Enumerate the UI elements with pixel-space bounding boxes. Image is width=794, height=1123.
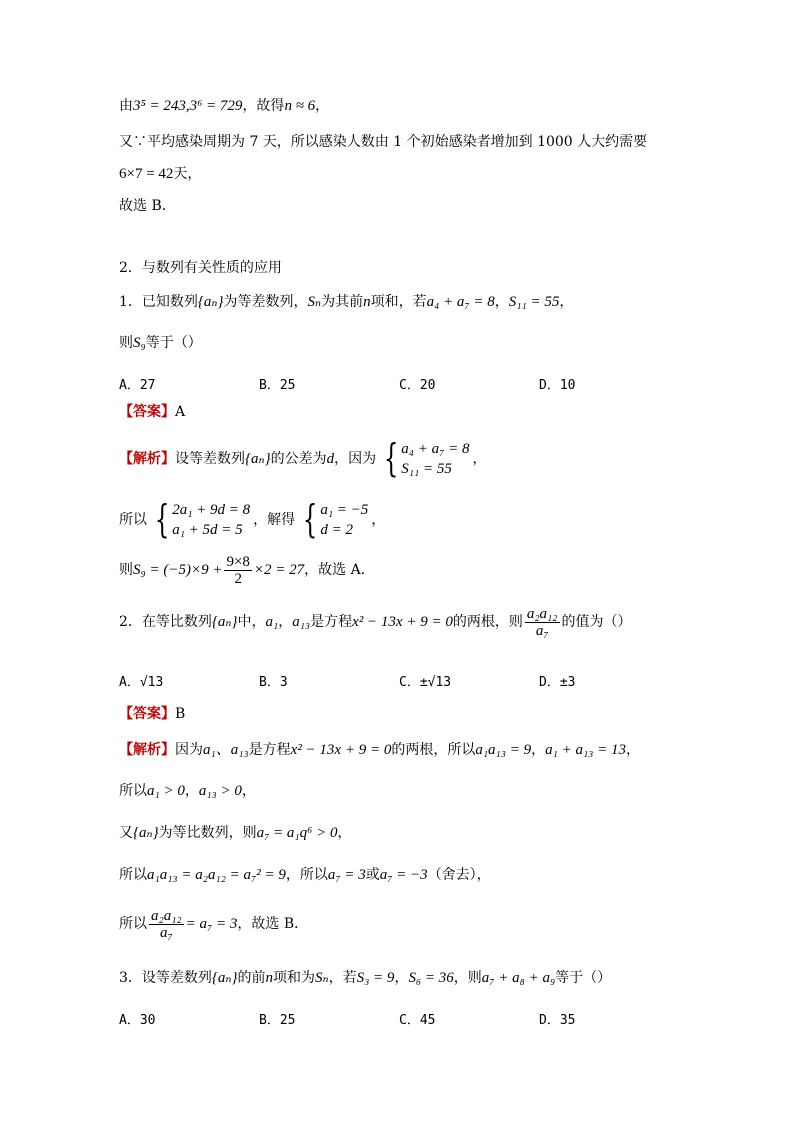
q1-option-a: A．27 <box>119 378 156 393</box>
text: 则 <box>119 562 133 578</box>
text: （舍去）， <box>427 867 491 883</box>
text: ， <box>184 783 199 799</box>
math-expression: a₄ + a₇ = 8 <box>401 441 470 457</box>
text: 是方程 <box>248 742 291 758</box>
math-expression: {aₙ} <box>211 970 238 986</box>
q3-stem <box>119 968 611 988</box>
denominator: 2 <box>234 570 242 587</box>
text: ， <box>559 294 574 310</box>
q2-analysis-line-2 <box>119 781 256 801</box>
math-expression: x² − 13x + 9 = 0 <box>352 614 453 630</box>
q3-option-a: A．30 <box>119 1013 156 1028</box>
text: 是方程 <box>310 614 353 630</box>
brace-icon: { <box>154 497 170 541</box>
math-expression: ×2 = 27 <box>253 562 305 578</box>
math-expression: n <box>265 970 273 986</box>
fraction <box>149 908 184 941</box>
text: 又 <box>119 825 133 841</box>
text: 或 <box>365 867 380 883</box>
math-expression: S₃ = 9 <box>356 970 395 986</box>
math-expression: S₁₁ = 55 <box>508 294 560 310</box>
math-expression: a₄ + a₇ = 8 <box>426 294 495 310</box>
math-expression: {aₙ} <box>211 614 238 630</box>
math-expression: a₁ = −5 <box>320 502 369 518</box>
text: 的两根，所以 <box>391 742 476 758</box>
text: 设等差数列 <box>175 451 245 467</box>
text: 等于（） <box>145 335 202 351</box>
equation-system <box>298 497 369 541</box>
text: 天， <box>173 166 202 182</box>
math-expression: S₉ = (−5)×9 + <box>133 562 223 578</box>
text: ， <box>241 783 256 799</box>
math-expression: n <box>363 294 371 310</box>
text: ，故选 B． <box>237 916 309 932</box>
math-expression: n ≈ 6 <box>284 98 316 114</box>
math-expression: a₇ = a₁q⁶ > 0 <box>256 825 338 841</box>
math-expression: d = 2 <box>320 522 353 538</box>
text: ，则 <box>453 970 482 986</box>
q3-option-c: C．45 <box>399 1013 436 1028</box>
denominator: a₇ <box>159 924 173 941</box>
math-expression: {aₙ} <box>197 294 224 310</box>
math-expression: a₁a₁₃ = a₂a₁₂ = a₇² = 9 <box>147 867 286 883</box>
math-expression: Sₙ <box>315 970 329 986</box>
q1-option-b: B．25 <box>259 378 296 393</box>
text: 所以 <box>119 512 147 528</box>
q2-option-a: A．√13 <box>119 675 164 690</box>
text: 项和，若 <box>370 294 427 310</box>
text: ， <box>531 742 546 758</box>
text: ， <box>371 512 386 528</box>
text: ，解得 <box>253 512 296 528</box>
q1-answer <box>119 402 185 422</box>
brace-icon: { <box>383 436 399 480</box>
math-expression: {aₙ} <box>133 825 159 841</box>
q1-option-c: C．20 <box>399 378 436 393</box>
text: 的值为（） <box>561 614 632 630</box>
section-title: 2．与数列有关性质的应用 <box>119 260 282 276</box>
text: 中， <box>237 614 266 630</box>
math-expression: S₆ = 36 <box>408 970 454 986</box>
text: ， <box>337 825 352 841</box>
answer-label: 【答案】 <box>119 404 175 420</box>
math-expression: 3⁵ = 243,3⁶ = 729 <box>133 98 243 114</box>
math-expression: a₁、a₁₃ <box>203 742 249 758</box>
text: ， <box>494 294 509 310</box>
math-expression: a₇ = 3 <box>327 867 366 883</box>
text: ，故得 <box>242 98 285 114</box>
text: 3．设等差数列 <box>119 970 212 986</box>
q2-answer <box>119 704 185 724</box>
q1-analysis <box>119 438 486 480</box>
text: ， <box>626 742 641 758</box>
text: 为等比数列，则 <box>158 825 257 841</box>
math-expression: S₁₁ = 55 <box>401 461 452 477</box>
numerator: a₂a₁₂ <box>526 605 558 622</box>
math-expression: 6×7 = 42 <box>119 166 174 182</box>
text: ， <box>278 614 293 630</box>
answer-value: A <box>175 404 186 420</box>
text: 的两根，则 <box>452 614 523 630</box>
denominator: a₇ <box>535 622 549 639</box>
text: 则 <box>119 335 133 351</box>
math-expression: x² − 13x + 9 = 0 <box>290 742 392 758</box>
q2-option-b: B．3 <box>259 675 288 690</box>
answer-label: 【答案】 <box>119 706 175 722</box>
math-expression: a₁ + a₁₃ = 13 <box>545 742 627 758</box>
math-expression: a₁ > 0 <box>147 783 185 799</box>
q2-stem <box>119 604 632 640</box>
analysis-label: 【解析】 <box>119 742 175 758</box>
numerator: a₂a₁₂ <box>151 907 182 924</box>
intro-line-4: 故选 B． <box>119 198 176 214</box>
text: 为等差数列， <box>223 294 308 310</box>
math-expression: 2a₁ + 9d = 8 <box>172 502 251 518</box>
q1-then <box>119 552 375 588</box>
fraction <box>224 554 251 587</box>
q3-option-d: D．35 <box>539 1013 576 1028</box>
text: ，故选 A． <box>304 562 375 578</box>
q2-option-d: D．±3 <box>539 675 576 690</box>
intro-line-2: 又∵平均感染周期为 7 天，所以感染人数由 1 个初始感染者增加到 1000 人大约需要 <box>119 134 648 150</box>
q1-stem <box>119 292 573 312</box>
brace-icon: { <box>302 497 318 541</box>
math-expression: S₉ <box>133 335 146 351</box>
text: 因为 <box>175 742 203 758</box>
text: 为其前 <box>321 294 364 310</box>
text: 1．已知数列 <box>119 294 198 310</box>
q1-stem-2 <box>119 333 202 353</box>
fraction <box>525 606 560 639</box>
text: ，若 <box>328 970 357 986</box>
text: 由 <box>119 98 133 114</box>
q2-analysis-line-1 <box>119 740 640 760</box>
text: ， <box>394 970 409 986</box>
text: ，所以 <box>285 867 328 883</box>
math-expression: Sₙ <box>307 294 322 310</box>
text: 等于（） <box>555 970 612 986</box>
q3-option-b: B．25 <box>259 1013 296 1028</box>
text: 的前 <box>237 970 266 986</box>
text: 所以 <box>119 867 147 883</box>
equation-system <box>150 497 251 541</box>
math-expression: a₁₃ > 0 <box>198 783 242 799</box>
q1-option-d: D．10 <box>539 378 576 393</box>
math-expression: a₇ + a₈ + a₉ <box>481 970 556 986</box>
math-expression: a₇ = −3 <box>379 867 428 883</box>
intro-line-1 <box>119 96 329 116</box>
intro-line-3 <box>119 164 201 184</box>
text: 2．在等比数列 <box>119 614 212 630</box>
math-expression: a₁₃ <box>292 614 311 630</box>
text: 所以 <box>119 783 147 799</box>
text: ，因为 <box>334 451 377 467</box>
analysis-label: 【解析】 <box>119 451 175 467</box>
q2-analysis-line-5 <box>119 906 308 942</box>
text: ， <box>315 98 330 114</box>
math-expression: d <box>326 451 335 467</box>
math-expression: a₁ + 5d = 5 <box>172 522 243 538</box>
q2-analysis-line-3 <box>119 823 351 843</box>
text: 项和为 <box>273 970 315 986</box>
q2-analysis-line-4 <box>119 865 491 885</box>
math-expression: a₁ <box>265 614 279 630</box>
answer-value: B <box>175 706 186 722</box>
math-expression: a₁a₁₃ = 9 <box>475 742 532 758</box>
text: 所以 <box>119 916 147 932</box>
text: 的公差为 <box>270 451 327 467</box>
q1-so <box>119 499 385 541</box>
math-expression: {aₙ} <box>245 451 271 467</box>
math-expression: = a₇ = 3 <box>185 916 238 932</box>
text: ， <box>472 451 487 467</box>
equation-system <box>379 436 470 480</box>
q2-option-c: C．±√13 <box>399 675 452 690</box>
numerator: 9×8 <box>226 553 250 570</box>
